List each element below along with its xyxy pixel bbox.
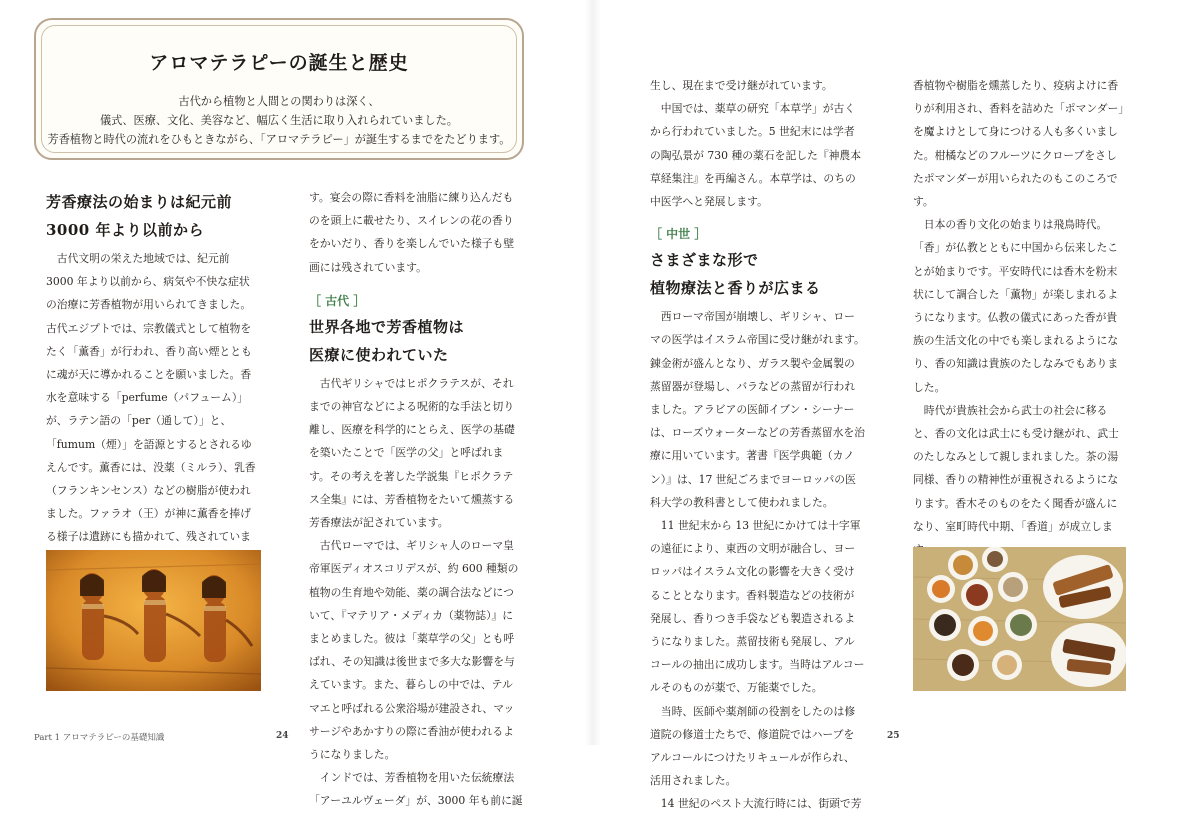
page-left bbox=[0, 0, 593, 808]
paragraph-continued: す。宴会の際に香料を油脂に練り込んだものを頭上に載せたり、スイレンの花の香りをかいだり、香りを楽しんでいた様子も壁画には残されています。 bbox=[309, 191, 515, 274]
paragraph: 古代ギリシャではヒポクラテスが、それまでの神官などによる呪術的な手法と切り離し、医療を科学的にとらえ、医学の基礎を築いたことで「医学の父」と呼ばれます。その考えを著した学説集『ヒポクラテス全集』には、芳香植物をたいて燻蒸する芳香療法が記されています。 bbox=[309, 376, 515, 530]
title-box bbox=[34, 18, 524, 160]
intro-line-3: 芳香植物と時代の流れをひもときながら、「アロマテラピー」が誕生するまでをたどります。 bbox=[47, 133, 511, 146]
intro-line-1: 古代から植物と人間との関わりは深く、 bbox=[178, 95, 380, 108]
heading-line-1: 世界各地で芳香植物は bbox=[309, 317, 465, 336]
column-4 bbox=[913, 74, 1127, 561]
incense-bowls-photo bbox=[913, 547, 1126, 691]
section-heading-origin bbox=[46, 188, 260, 244]
heading-line-1: さまざまな形で bbox=[650, 251, 759, 270]
intro-line-2: 儀式、医療、文化、美容など、幅広く生活に取り入れられていました。 bbox=[99, 114, 458, 127]
paragraph: 古代文明の栄えた地域では、紀元前 3000 年より以前から、病気や不快な症状の治療に芳香植物が用いられてきました。古代エジプトでは、宗教儀式として植物をたく「薫香」が行われ、香り高い煙とともに魂が天に導かれることを願いました。香水を意味する「perfume（パフューム）」が、ラテン語の「per（通して）」と、「fumum（煙）」を語源とするとされるゆえんです。薫香には、没薬（ミルラ）、乳香（フランキンセンス）などの樹脂が使われました。ファラオ（王）が神に薫香を捧げる様子は遺跡にも描かれて、残されていま bbox=[46, 252, 256, 544]
column-3 bbox=[650, 74, 865, 816]
paragraph: 中国では、薬草の研究「本草学」が古くから行われていました。5 世紀末には学者の陶弘景が 730 種の薬石を記した『神農本草経集注』を再編さん。本草学は、のちの中医学へと発展します。 bbox=[650, 102, 862, 209]
intro-text bbox=[46, 92, 512, 149]
paragraph: 11 世紀末から 13 世紀にかけては十字軍の遠征により、東西の文明が融合し、ヨーロッパはイスラム文化の影響を大きく受けることとなります。香料製造などの技術が発展し、香りつき手袋なども製造されるようになりました。蒸留技術も発展し、アルコールの抽出に成功します。当時はアルコールそのものが薬で、万能薬でした。 bbox=[650, 519, 865, 695]
paragraph: 当時、医師や薬剤師の役割をしたのは修道院の修道士たちで、修道院ではハーブをアルコールにつけたリキュールが作られ、活用されました。 bbox=[650, 704, 856, 788]
egyptian-mural-image bbox=[46, 550, 261, 691]
heading-line-2: 3000 年より以前から bbox=[46, 221, 204, 239]
page-number-left: 24 bbox=[276, 731, 289, 741]
column-2 bbox=[309, 186, 523, 813]
egyptian-mural-photo bbox=[46, 550, 261, 691]
era-label-ancient: ［ 古代 ］ bbox=[309, 293, 366, 308]
paragraph: 古代ローマでは、ギリシャ人のローマ皇帝軍医ディオスコリデスが、約 600 種類の植物の生育地や効能、薬の調合法などについて、『マテリア・メディカ（薬物誌）』にまとめました。彼は「薬草学の父」とも呼ばれ、その知識は後世まで多大な影響を与えています。また、暮らしの中では、テルマエと呼ばれる公衆浴場が建設され、マッサージやあかすりの際に香油が使われるようになりました。 bbox=[309, 539, 519, 762]
page-number-right: 25 bbox=[887, 731, 900, 741]
section-heading-medieval bbox=[650, 246, 865, 302]
footer-part-label: Part 1 アロマテラピーの基礎知識 bbox=[34, 733, 165, 743]
paragraph-continued: 生し、現在まで受け継がれています。 bbox=[650, 79, 833, 92]
heading-line-2: 医療に使われていた bbox=[309, 345, 449, 364]
heading-line-2: 植物療法と香りが広まる bbox=[650, 279, 821, 298]
paragraph-continued: 香植物や樹脂を燻蒸したり、疫病よけに香りが利用され、香料を詰めた「ポマンダー」を魔よけとして身につける人も多くいました。柑橘などのフルーツにクローブをさしたポマンダーが用いられたのもこのころです。 bbox=[913, 79, 1124, 209]
paragraph: 14 世紀のペスト大流行時には、街頭で芳 bbox=[660, 797, 862, 811]
page-right bbox=[593, 0, 1186, 811]
section-heading-ancient bbox=[309, 313, 523, 369]
incense-bowls-image bbox=[913, 547, 1126, 691]
paragraph: インドでは、芳香植物を用いた伝統療法「アーユルヴェーダ」が、3000 年も前に誕 bbox=[309, 771, 523, 808]
paragraph: 日本の香り文化の始まりは飛鳥時代。「香」が仏教とともに中国から伝来したことが始まりです。平安時代には香木を粉末状にして調合した「薫物」が楽しまれるようになります。仏教の儀式にあった香が貴族の生活文化の中でも楽しまれるようになり、香の知識は貴族のたしなみでもありました。 bbox=[913, 218, 1119, 394]
era-label-medieval: ［ 中世 ］ bbox=[650, 227, 707, 242]
paragraph: 時代が貴族社会から武士の社会に移ると、香の文化は武士にも受け継がれ、武士のたしなみとして親しまれました。茶の湯同様、香りの精神性が重視されるようになります。香木そのものをたく聞香が盛んになり、室町時代中期、「香道」が成立しま bbox=[913, 403, 1119, 533]
heading-line-1: 芳香療法の始まりは紀元前 bbox=[46, 193, 233, 211]
paragraph: 西ローマ帝国が崩壊し、ギリシャ、ローマの医学はイスラム帝国に受け継がれます。錬金術が盛んとなり、ガラス製や金属製の蒸留器が登場し、バラなどの蒸留が行われました。アラビアの医師イブン・シーナーは、ローズウォーターなどの芳香蒸留水を治療に用いています。著書『医学典範（カノン）』は、17 世紀ごろまでヨーロッパの医科大学の教科書として使われました。 bbox=[650, 310, 865, 509]
page-title: アロマテラピーの誕生と歴史 bbox=[149, 52, 409, 74]
